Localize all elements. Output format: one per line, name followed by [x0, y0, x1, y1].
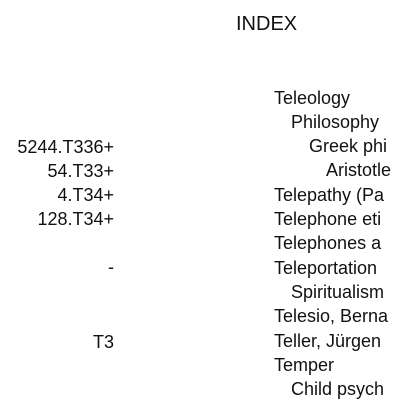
call-number-entry: 54.T33+: [47, 161, 114, 181]
index-heading: Telephones a: [274, 233, 382, 253]
index-heading: Telepathy (Pa: [274, 185, 385, 205]
index-heading: Teller, Jürgen: [274, 331, 382, 351]
index-subheading: Aristotle: [326, 160, 392, 180]
index-subheading: Child psych: [291, 379, 385, 399]
index-subheading: Spiritualism: [291, 282, 385, 302]
index-subheading: Greek phi: [309, 136, 388, 156]
index-heading: Teleology: [274, 88, 351, 108]
index-heading: Telephone eti: [274, 209, 382, 229]
call-number-entry: 128.T34+: [37, 209, 114, 229]
index-heading: Telesio, Berna: [274, 306, 389, 326]
index-heading: Teleportation: [274, 258, 378, 278]
call-number-entry: T3: [92, 332, 114, 352]
call-number-entry: 4.T34+: [57, 185, 114, 205]
call-number-entry: 5244.T336+: [17, 137, 114, 157]
call-number-entry: -: [108, 257, 114, 277]
page-title: INDEX: [236, 13, 298, 35]
index-heading: Temper: [274, 355, 335, 375]
index-subheading: Philosophy: [291, 112, 380, 132]
